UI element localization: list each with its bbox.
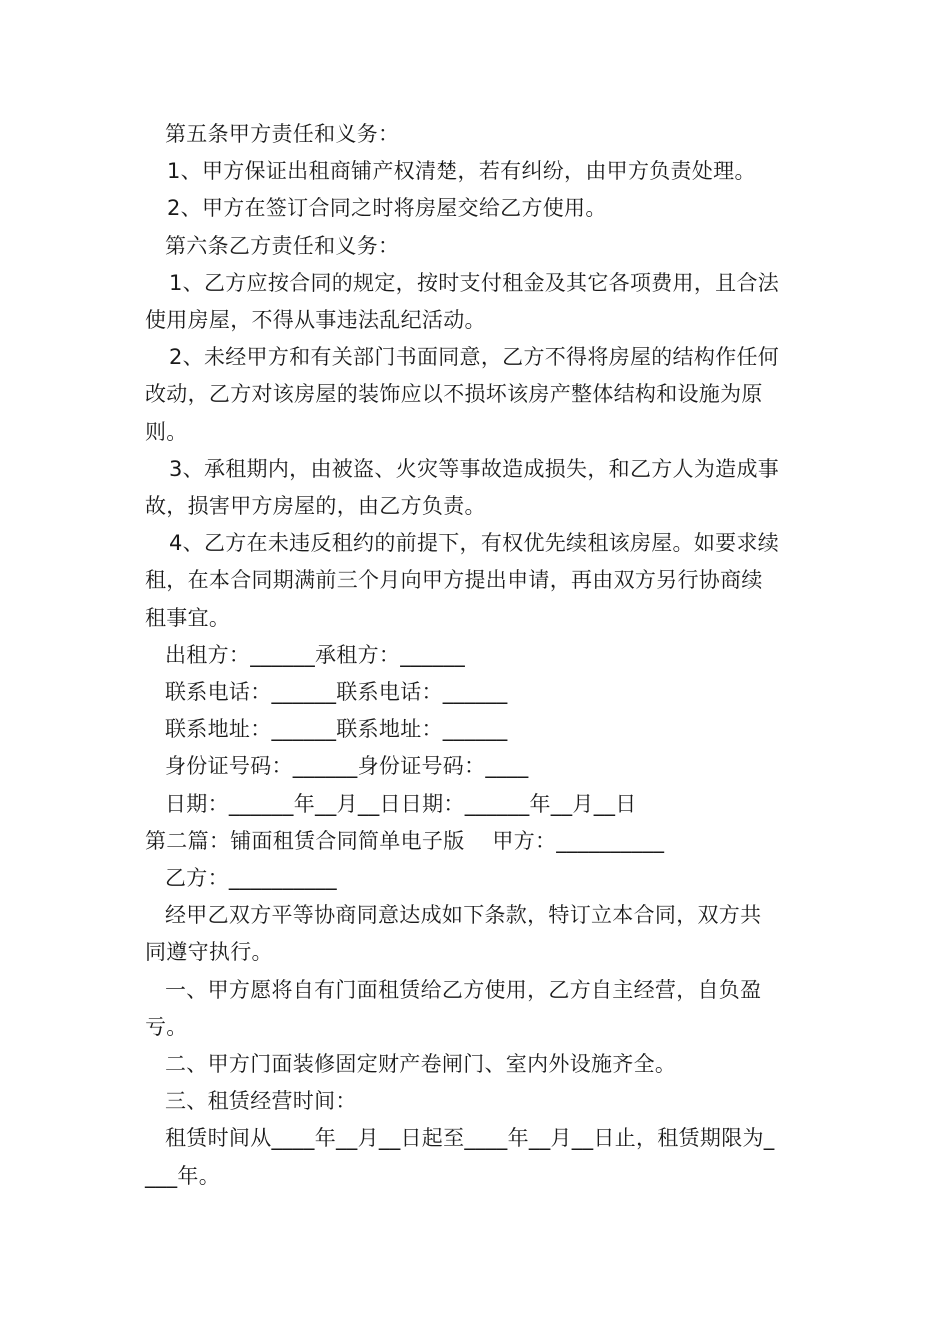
paragraph-line: 亏。 <box>145 1014 188 1039</box>
paragraph-line: 同遵守执行。 <box>145 940 273 965</box>
signature-parties-line: 出租方：______承租方：______ <box>165 642 465 667</box>
paragraph-line: 1、甲方保证出租商铺产权清楚，若有纠纷，由甲方负责处理。 <box>167 159 756 184</box>
paragraph-line: 使用房屋，不得从事违法乱纪活动。 <box>145 308 486 333</box>
paragraph-line: 则。 <box>145 419 188 444</box>
clause-2-line: 二、甲方门面装修固定财产卷闸门、室内外设施齐全。 <box>165 1052 677 1077</box>
paragraph-line: 租事宜。 <box>145 605 231 630</box>
paragraph-line: 1、乙方应按合同的规定，按时支付租金及其它各项费用，且合法 <box>169 270 780 295</box>
signature-id-line: 身份证号码：______身份证号码：____ <box>165 754 529 779</box>
clause-3-heading: 三、租赁经营时间： <box>165 1089 357 1114</box>
article-6-heading: 第六条乙方责任和义务： <box>165 233 400 258</box>
signature-phone-line: 联系电话：______联系电话：______ <box>165 680 508 705</box>
article-5-heading: 第五条甲方责任和义务： <box>165 122 400 146</box>
paragraph-line: ___年。 <box>145 1163 220 1188</box>
document-body <box>145 116 815 1195</box>
paragraph-line: 故，损害甲方房屋的，由乙方负责。 <box>145 494 486 519</box>
paragraph-line: 4、乙方在未违反租约的前提下，有权优先续租该房屋。如要求续 <box>169 531 780 556</box>
paragraph-line: 2、甲方在签订合同之时将房屋交给乙方使用。 <box>167 196 607 221</box>
paragraph-line: 2、未经甲方和有关部门书面同意，乙方不得将房屋的结构作任何 <box>169 345 780 370</box>
paragraph-line: 租，在本合同期满前三个月向甲方提出申请，再由双方另行协商续 <box>145 568 763 593</box>
signature-address-line: 联系地址：______联系地址：______ <box>165 717 508 742</box>
clause-1-line: 一、甲方愿将自有门面租赁给乙方使用，乙方自主经营，自负盈 <box>165 977 762 1002</box>
paragraph-line: 经甲乙双方平等协商同意达成如下条款，特订立本合同，双方共 <box>165 903 762 928</box>
party-b-line: 乙方：__________ <box>165 866 337 891</box>
signature-date-line: 日期：______年__月__日日期：______年__月__日 <box>165 791 637 816</box>
paragraph-line: 3、承租期内，由被盗、火灾等事故造成损失，和乙方人为造成事 <box>169 456 780 481</box>
section-2-title: 第二篇：铺面租赁合同简单电子版 甲方：__________ <box>145 828 665 853</box>
paragraph-line: 改动，乙方对该房屋的装饰应以不损坏该房产整体结构和设施为原 <box>145 382 763 407</box>
lease-term-line: 租赁时间从____年__月__日起至____年__月__日止，租赁期限为_ <box>165 1126 775 1151</box>
